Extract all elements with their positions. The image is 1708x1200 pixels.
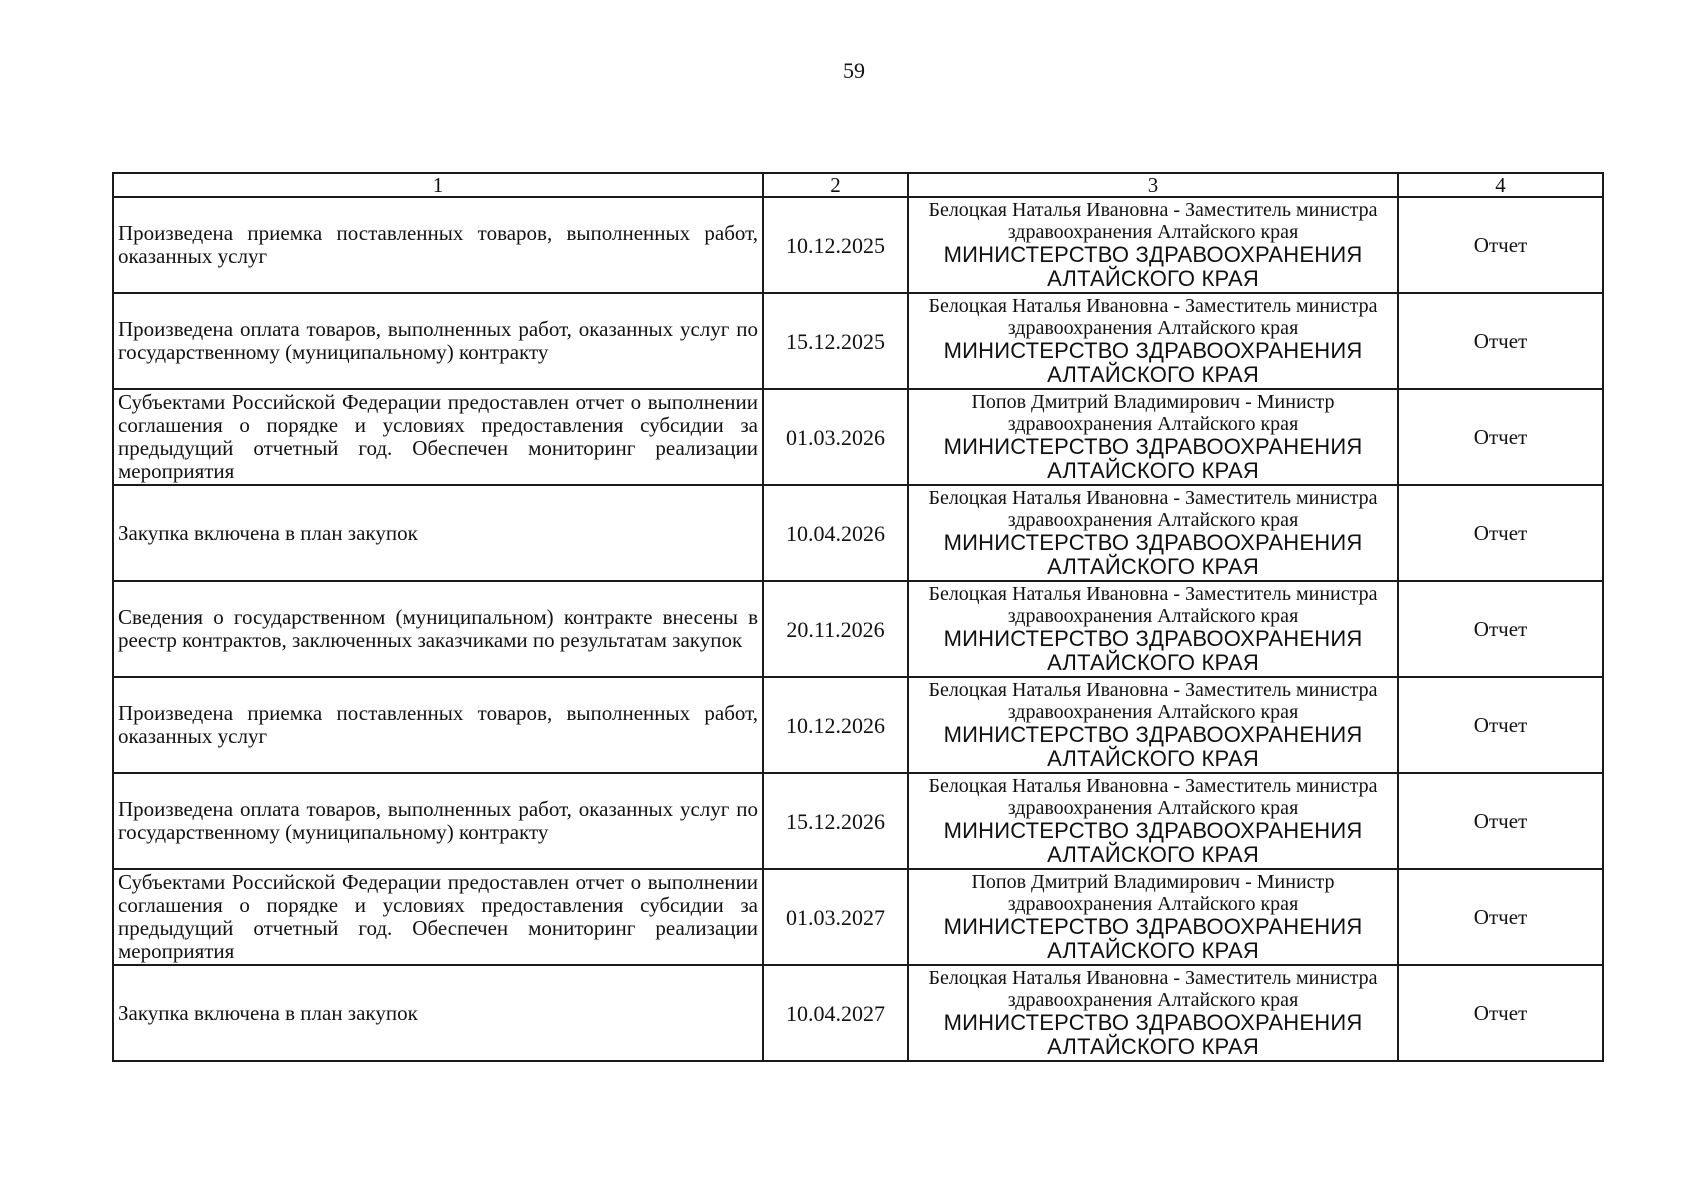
- document-type-cell: Отчет: [1398, 677, 1603, 773]
- responsible-person: Белоцкая Наталья Ивановна - Заместитель министра здравоохранения Алтайского края: [928, 679, 1378, 723]
- document-type-cell: Отчет: [1398, 485, 1603, 581]
- table-header-row: [113, 173, 1603, 197]
- responsible-cell: [908, 197, 1398, 293]
- event-cell: Субъектами Российской Федерации предоставлен отчет о выполнении соглашения о порядке и условиях предоставления субсидии за предыдущий отчетный год. Обеспечен мониторинг реализации мероприятия: [113, 389, 763, 485]
- responsible-organization: МИНИСТЕРСТВО ЗДРАВООХРАНЕНИЯ АЛТАЙСКОГО КРАЯ: [943, 722, 1363, 771]
- document-type-cell: Отчет: [1398, 197, 1603, 293]
- table-row: [113, 485, 1603, 581]
- column-header-1: 1: [113, 173, 763, 197]
- event-cell: Сведения о государственном (муниципальном) контракте внесены в реестр контрактов, заключенных заказчиками по результатам закупок: [113, 581, 763, 677]
- table-row: [113, 869, 1603, 965]
- table-row: [113, 773, 1603, 869]
- responsible-person: Белоцкая Наталья Ивановна - Заместитель министра здравоохранения Алтайского края: [928, 199, 1378, 243]
- responsible-organization: МИНИСТЕРСТВО ЗДРАВООХРАНЕНИЯ АЛТАЙСКОГО КРАЯ: [943, 818, 1363, 867]
- table-row: [113, 389, 1603, 485]
- responsible-cell: [908, 773, 1398, 869]
- document-type-cell: Отчет: [1398, 965, 1603, 1061]
- table-row: [113, 581, 1603, 677]
- responsible-cell: [908, 485, 1398, 581]
- responsible-person: Белоцкая Наталья Ивановна - Заместитель министра здравоохранения Алтайского края: [928, 775, 1378, 819]
- responsible-cell: [908, 677, 1398, 773]
- document-type-cell: Отчет: [1398, 869, 1603, 965]
- responsible-cell: [908, 869, 1398, 965]
- responsible-organization: МИНИСТЕРСТВО ЗДРАВООХРАНЕНИЯ АЛТАЙСКОГО КРАЯ: [943, 434, 1363, 483]
- event-cell: Произведена оплата товаров, выполненных работ, оказанных услуг по государственному (муниципальному) контракту: [113, 293, 763, 389]
- table-row: [113, 293, 1603, 389]
- date-cell: 01.03.2027: [763, 869, 908, 965]
- responsible-organization: МИНИСТЕРСТВО ЗДРАВООХРАНЕНИЯ АЛТАЙСКОГО КРАЯ: [943, 242, 1363, 291]
- date-cell: 10.04.2026: [763, 485, 908, 581]
- responsible-organization: МИНИСТЕРСТВО ЗДРАВООХРАНЕНИЯ АЛТАЙСКОГО КРАЯ: [943, 1010, 1363, 1059]
- responsible-person: Попов Дмитрий Владимирович - Министр здравоохранения Алтайского края: [971, 391, 1335, 435]
- control-points-table: [112, 172, 1604, 1062]
- responsible-organization: МИНИСТЕРСТВО ЗДРАВООХРАНЕНИЯ АЛТАЙСКОГО КРАЯ: [943, 530, 1363, 579]
- responsible-person: Белоцкая Наталья Ивановна - Заместитель министра здравоохранения Алтайского края: [928, 967, 1378, 1011]
- date-cell: 15.12.2026: [763, 773, 908, 869]
- column-header-2: 2: [763, 173, 908, 197]
- responsible-person: Попов Дмитрий Владимирович - Министр здравоохранения Алтайского края: [971, 871, 1335, 915]
- document-type-cell: Отчет: [1398, 773, 1603, 869]
- event-cell: Субъектами Российской Федерации предоставлен отчет о выполнении соглашения о порядке и условиях предоставления субсидии за предыдущий отчетный год. Обеспечен мониторинг реализации мероприятия: [113, 869, 763, 965]
- responsible-cell: [908, 389, 1398, 485]
- event-cell: Закупка включена в план закупок: [113, 965, 763, 1061]
- table-row: [113, 677, 1603, 773]
- responsible-organization: МИНИСТЕРСТВО ЗДРАВООХРАНЕНИЯ АЛТАЙСКОГО КРАЯ: [943, 626, 1363, 675]
- responsible-cell: [908, 293, 1398, 389]
- responsible-cell: [908, 965, 1398, 1061]
- date-cell: 20.11.2026: [763, 581, 908, 677]
- table-row: [113, 965, 1603, 1061]
- date-cell: 01.03.2026: [763, 389, 908, 485]
- date-cell: 15.12.2025: [763, 293, 908, 389]
- date-cell: 10.12.2026: [763, 677, 908, 773]
- responsible-person: Белоцкая Наталья Ивановна - Заместитель министра здравоохранения Алтайского края: [928, 487, 1378, 531]
- document-type-cell: Отчет: [1398, 389, 1603, 485]
- page-number: 59: [843, 58, 865, 83]
- event-cell: Закупка включена в план закупок: [113, 485, 763, 581]
- responsible-cell: [908, 581, 1398, 677]
- responsible-organization: МИНИСТЕРСТВО ЗДРАВООХРАНЕНИЯ АЛТАЙСКОГО КРАЯ: [943, 338, 1363, 387]
- date-cell: 10.04.2027: [763, 965, 908, 1061]
- document-type-cell: Отчет: [1398, 293, 1603, 389]
- responsible-organization: МИНИСТЕРСТВО ЗДРАВООХРАНЕНИЯ АЛТАЙСКОГО КРАЯ: [943, 914, 1363, 963]
- event-cell: Произведена приемка поставленных товаров, выполненных работ, оказанных услуг: [113, 197, 763, 293]
- responsible-person: Белоцкая Наталья Ивановна - Заместитель министра здравоохранения Алтайского края: [928, 583, 1378, 627]
- column-header-4: 4: [1398, 173, 1603, 197]
- event-cell: Произведена приемка поставленных товаров, выполненных работ, оказанных услуг: [113, 677, 763, 773]
- date-cell: 10.12.2025: [763, 197, 908, 293]
- table-row: [113, 197, 1603, 293]
- event-cell: Произведена оплата товаров, выполненных работ, оказанных услуг по государственному (муниципальному) контракту: [113, 773, 763, 869]
- document-type-cell: Отчет: [1398, 581, 1603, 677]
- column-header-3: 3: [908, 173, 1398, 197]
- responsible-person: Белоцкая Наталья Ивановна - Заместитель министра здравоохранения Алтайского края: [928, 295, 1378, 339]
